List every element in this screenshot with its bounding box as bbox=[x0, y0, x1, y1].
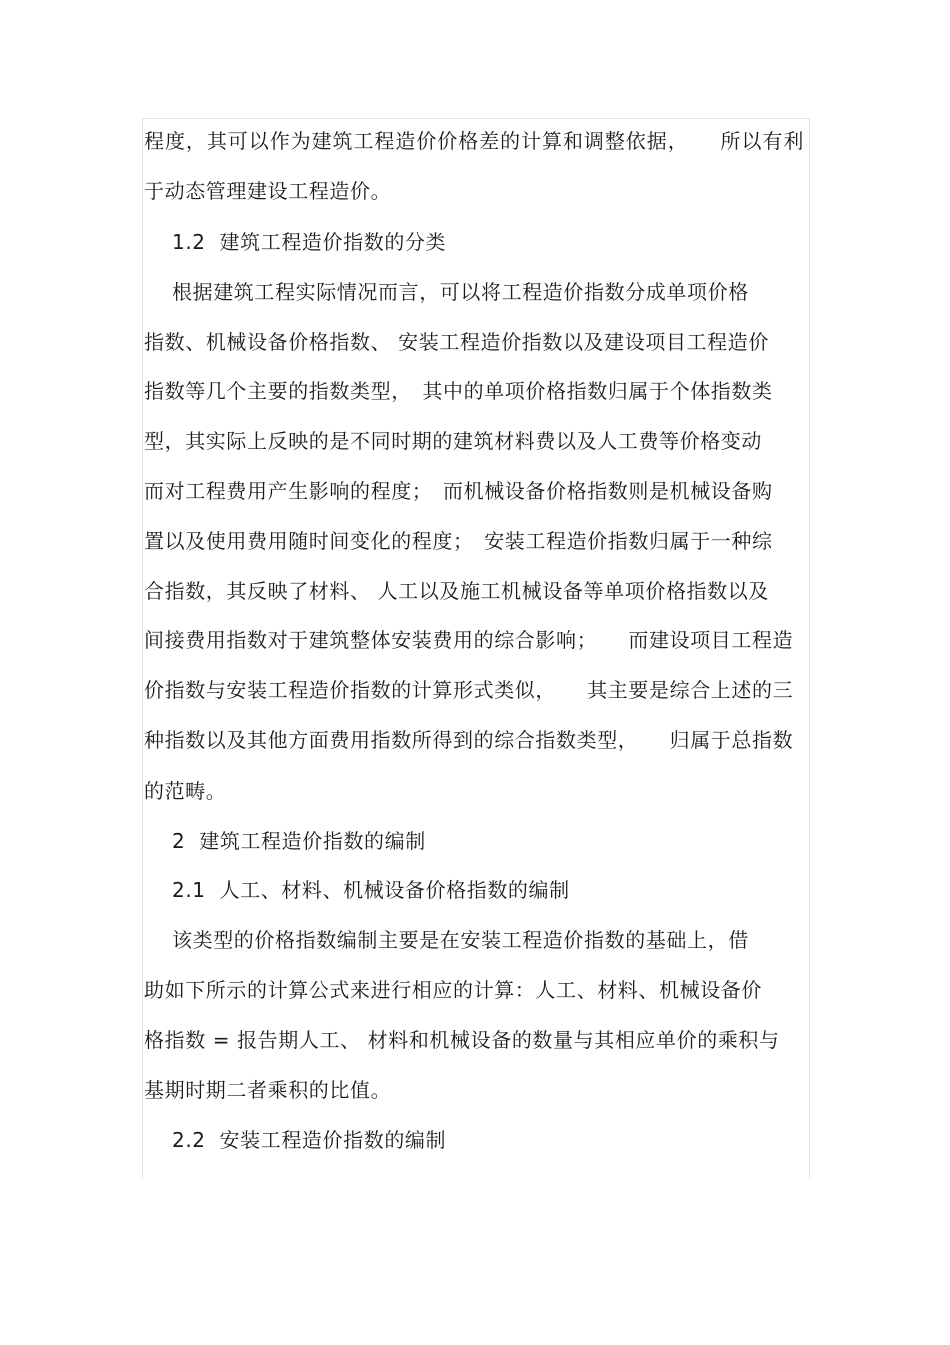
paragraph-line: 种指数以及其他方面费用指数所得到的综合指数类型， 归属于总指数 bbox=[144, 728, 794, 752]
section-heading: 2.1 人工、材料、机械设备价格指数的编制 bbox=[172, 878, 570, 902]
paragraph-line: 助如下所示的计算公式来进行相应的计算：人工、材料、机械设备价 bbox=[144, 978, 762, 1002]
paragraph-line: 格指数 = 报告期人工、 材料和机械设备的数量与其相应单价的乘积与 bbox=[144, 1028, 780, 1052]
paragraph-line: 指数等几个主要的指数类型， 其中的单项价格指数归属于个体指数类 bbox=[144, 379, 773, 403]
section-heading: 2.2 安装工程造价指数的编制 bbox=[172, 1128, 447, 1152]
paragraph-line: 的范畴。 bbox=[144, 779, 227, 803]
paragraph-line: 间接费用指数对于建筑整体安装费用的综合影响； 而建设项目工程造 bbox=[144, 628, 794, 652]
paragraph-line: 型，其实际上反映的是不同时期的建筑材料费以及人工费等价格变动 bbox=[144, 429, 762, 453]
paragraph-line: 该类型的价格指数编制主要是在安装工程造价指数的基础上，借 bbox=[172, 928, 749, 952]
section-heading: 2 建筑工程造价指数的编制 bbox=[172, 829, 426, 853]
paragraph-line: 基期时期二者乘积的比值。 bbox=[144, 1078, 392, 1102]
paragraph-line: 价指数与安装工程造价指数的计算形式类似， 其主要是综合上述的三 bbox=[144, 678, 794, 702]
section-heading: 1.2 建筑工程造价指数的分类 bbox=[172, 230, 447, 254]
paragraph-line: 程度，其可以作为建筑工程造价价格差的计算和调整依据， 所以有利 bbox=[144, 129, 804, 153]
paragraph-line: 根据建筑工程实际情况而言，可以将工程造价指数分成单项价格 bbox=[172, 280, 749, 304]
paragraph-line: 而对工程费用产生影响的程度； 而机械设备价格指数则是机械设备购 bbox=[144, 479, 773, 503]
paragraph-line: 合指数，其反映了材料、 人工以及施工机械设备等单项价格指数以及 bbox=[144, 579, 769, 603]
paragraph-line: 于动态管理建设工程造价。 bbox=[144, 179, 392, 203]
paragraph-line: 指数、机械设备价格指数、 安装工程造价指数以及建设项目工程造价 bbox=[144, 330, 769, 354]
paragraph-line: 置以及使用费用随时间变化的程度； 安装工程造价指数归属于一种综 bbox=[144, 529, 773, 553]
